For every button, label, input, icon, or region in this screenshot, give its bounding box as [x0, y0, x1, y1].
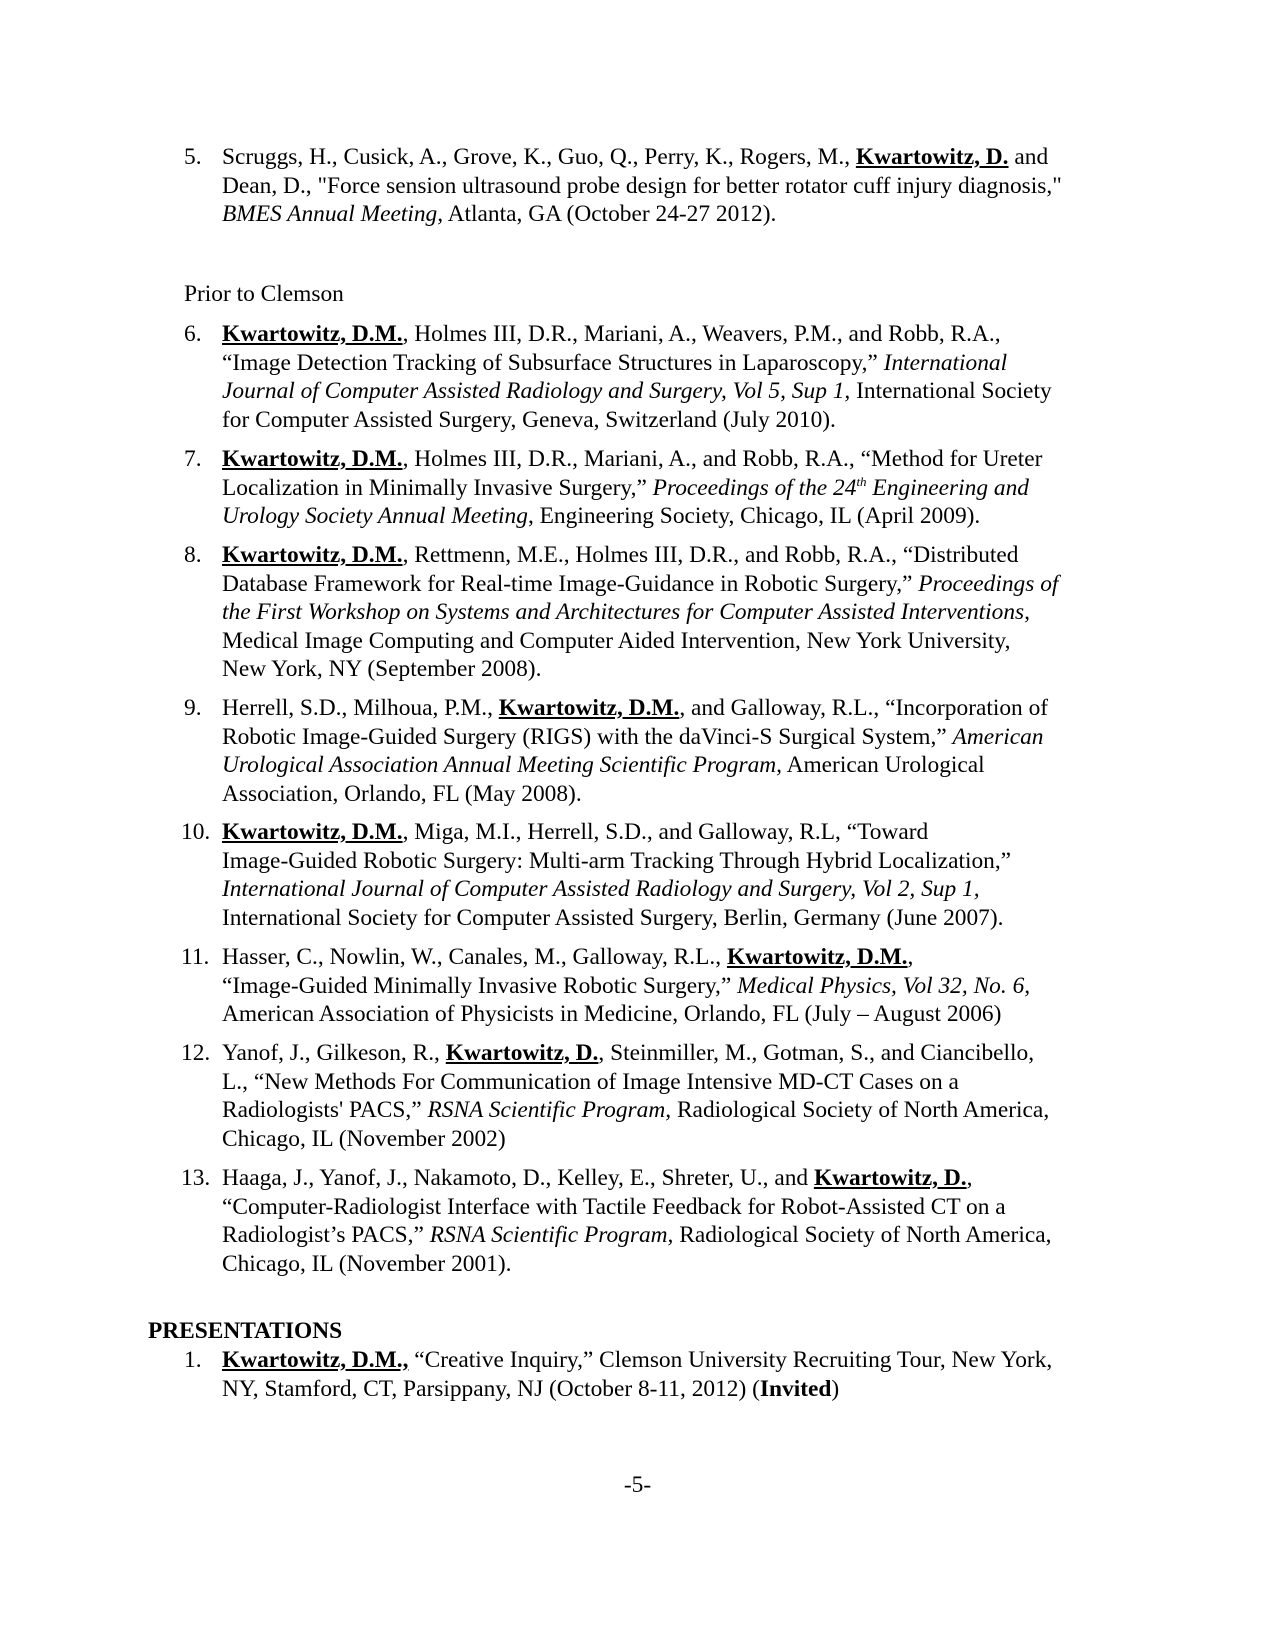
item-number: 12.	[181, 1040, 211, 1066]
item-text: Kwartowitz, D.M., Holmes III, D.R., Mariani, A., and Robb, R.A., “Method for Ureter Localization in Minimally Invasive Surgery,” Proceedings of the 24th Engineering and Urology Society Annual Meeting, Engineering Society, Chicago, IL (April 2009).	[222, 446, 1043, 530]
item-text: Scruggs, H., Cusick, A., Grove, K., Guo, Q., Perry, K., Rogers, M., Kwartowitz, D. and Dean, D., "Force sension ultrasound probe design for better rotator cuff injury diagnosis," BMES Annual Meeting, Atlanta, GA (October 24-27 2012).	[222, 144, 1062, 228]
item-number: 5.	[184, 144, 202, 170]
page-number: -5-	[623, 1472, 652, 1498]
author-highlight: Kwartowitz, D.	[813, 1165, 967, 1191]
author-highlight: Kwartowitz, D.M.	[222, 321, 403, 347]
item-text: Kwartowitz, D.M., Miga, M.I., Herrell, S.D., and Galloway, R.L, “Toward Image-Guided Robotic Surgery: Multi-arm Tracking Through Hybrid Localization,” International Journal of Computer Assisted Radiology and Surgery, Vol 2, Sup 1, International Society for Computer Assisted Surgery, Berlin, Germany (June 2007).	[222, 819, 1012, 931]
item-number: 7.	[184, 446, 202, 472]
item-text: Haaga, J., Yanof, J., Nakamoto, D., Kelley, E., Shreter, U., and Kwartowitz, D., “Computer-Radiologist Interface with Tactile Feedback for Robot-Assisted CT on a Radiologist’s PACS,” RSNA Scientific Program, Radiological Society of North America, Chicago, IL (November 2001).	[222, 1165, 1052, 1277]
item-number: 1.	[184, 1347, 202, 1373]
author-highlight: Kwartowitz, D.M.	[498, 695, 680, 721]
author-highlight: Kwartowitz, D.M.	[222, 819, 403, 845]
item-text: Herrell, S.D., Milhoua, P.M., Kwartowitz, D.M., and Galloway, R.L., “Incorporation of Robotic Image-Guided Surgery (RIGS) with the daVinci-S Surgical System,” American Urological Association Annual Meeting Scientific Program, American Urological Association, Orlando, FL (May 2008).	[222, 695, 1049, 807]
author-highlight: Kwartowitz, D.	[445, 1040, 599, 1066]
item-number: 9.	[184, 695, 202, 721]
item-number: 6.	[184, 321, 202, 347]
item-text: Yanof, J., Gilkeson, R., Kwartowitz, D., Steinmiller, M., Gotman, S., and Ciancibello, L., “New Methods For Communication of Image Intensive MD-CT Cases on a Radiologists' PACS,” RSNA Scientific Program, Radiological Society of North America, Chicago, IL (November 2002)	[222, 1040, 1050, 1152]
section-subheading: Prior to Clemson	[184, 281, 344, 307]
section-heading-presentations: PRESENTATIONS	[148, 1318, 343, 1344]
author-highlight: Kwartowitz, D.M.,	[222, 1347, 409, 1373]
item-text: Kwartowitz, D.M., Holmes III, D.R., Mariani, A., Weavers, P.M., and Robb, R.A., “Image Detection Tracking of Subsurface Structures in Laparoscopy,” International Journal of Computer Assisted Radiology and Surgery, Vol 5, Sup 1, International Society for Computer Assisted Surgery, Geneva, Switzerland (July 2010).	[222, 321, 1052, 433]
item-number: 10.	[181, 819, 211, 845]
item-number: 8.	[184, 542, 202, 568]
item-text: Hasser, C., Nowlin, W., Canales, M., Galloway, R.L., Kwartowitz, D.M., “Image-Guided Minimally Invasive Robotic Surgery,” Medical Physics, Vol 32, No. 6, American Association of Physicists in Medicine, Orlando, FL (July – August 2006)	[222, 944, 1031, 1028]
author-highlight: Kwartowitz, D.M.	[222, 446, 403, 472]
item-text: Kwartowitz, D.M., “Creative Inquiry,” Clemson University Recruiting Tour, New York, NY, Stamford, CT, Parsippany, NJ (October 8-11, 2012) (Invited)	[222, 1347, 1053, 1402]
author-highlight: Kwartowitz, D.M.	[726, 944, 908, 970]
author-highlight: Kwartowitz, D.	[855, 144, 1009, 170]
item-text: Kwartowitz, D.M., Rettmenn, M.E., Holmes III, D.R., and Robb, R.A., “Distributed Database Framework for Real-time Image-Guidance in Robotic Surgery,” Proceedings of the First Workshop on Systems and Architectures for Computer Assisted Interventions, Medical Image Computing and Computer Aided Intervention, New York University, New York, NY (September 2008).	[222, 542, 1059, 683]
item-number: 11.	[181, 944, 210, 970]
item-number: 13.	[181, 1165, 211, 1191]
author-highlight: Kwartowitz, D.M.	[222, 542, 403, 568]
